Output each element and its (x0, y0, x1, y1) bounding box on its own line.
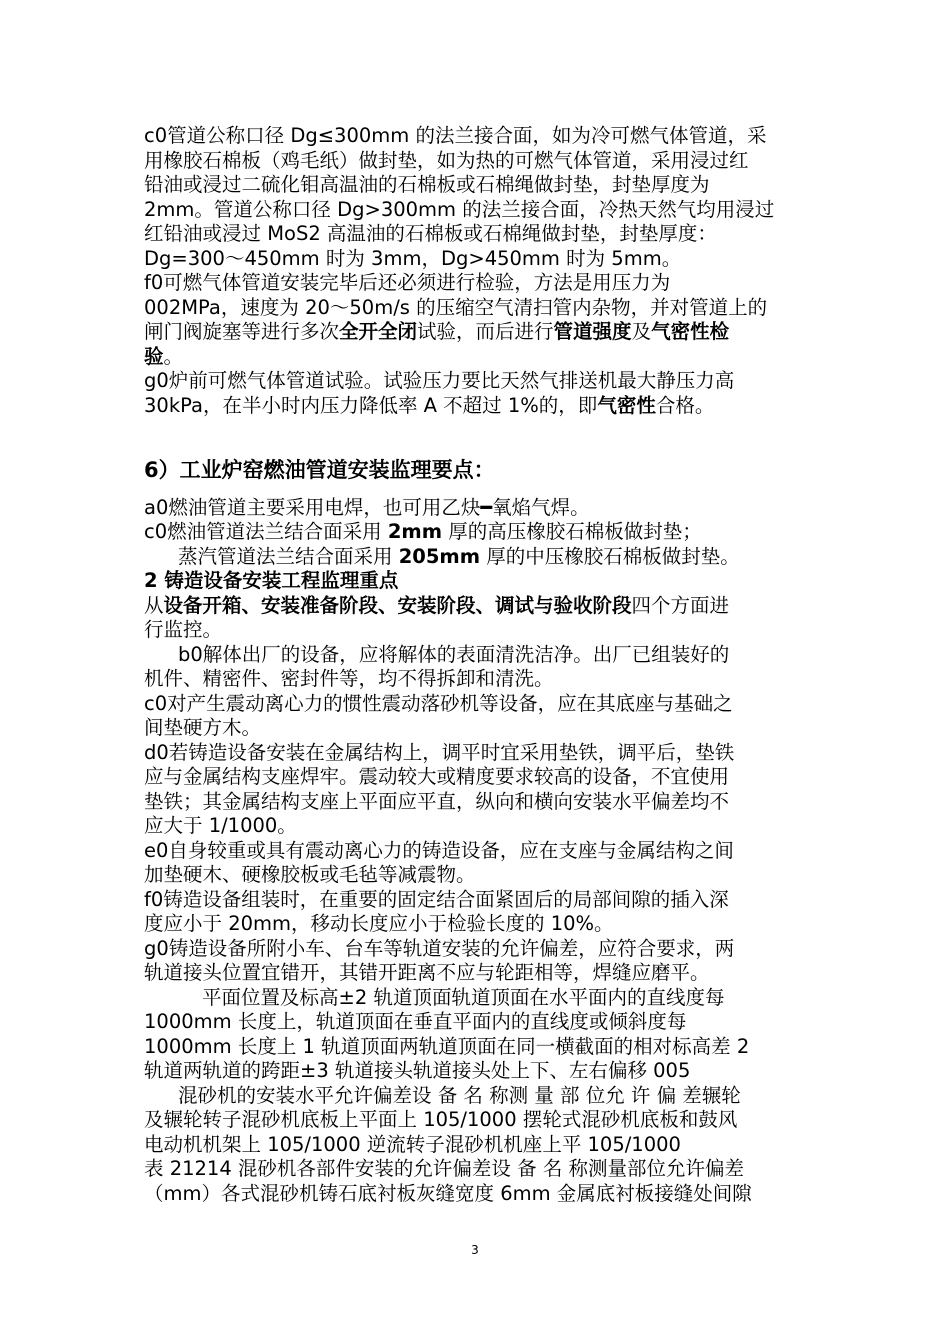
text-line: 度应小于 20mm，移动长度应小于检验长度的 10%。 (144, 912, 614, 935)
text-line: 002MPa，速度为 20～50m/s 的压缩空气清扫管内杂物，并对管道上的 (144, 295, 768, 319)
text-line (144, 594, 814, 619)
text-line: 用橡胶石棉板（鸡毛纸）做封垫，如为热的可燃气体管道，采用浸过红 (144, 148, 749, 172)
bold-term: 205mm (398, 544, 481, 568)
text-line: 轨道两轨道的跨距±3 轨道接头轨道接头处上下、左右偏移 005 (144, 1059, 691, 1082)
text-line: （mm）各式混砂机铸石底衬板灰缝宽度 6mm 金属底衬板接缝处间隙 (144, 1181, 752, 1205)
text-line: 2mm。管道公称口径 Dg>300mm 的法兰接合面，冷热天然气均用浸过 (144, 197, 775, 221)
page-number: 3 (471, 1243, 479, 1257)
bold-term: 气密性 (597, 393, 656, 417)
text-line: 铅油或浸过二硫化钼高温油的石棉板或石棉绳做封垫，封垫厚度为 (144, 173, 710, 196)
text-run: 厚的高压橡胶石棉板做封垫； (442, 520, 702, 543)
text-line: f0可燃气体管道安装完毕后还必须进行检验，方法是用压力为 (144, 271, 671, 294)
text-run: 合格。 (655, 393, 715, 417)
text-line: f0铸造设备组装时，在重要的固定结合面紧固后的局部间隙的插入深 (144, 887, 729, 911)
text-line: a0燃油管道主要采用电焊，也可用乙炔━氧焰气焊。 (144, 495, 590, 519)
text-line: Dg=300～450mm 时为 3mm，Dg>450mm 时为 5mm。 (144, 246, 682, 270)
text-line: 机件、精密件、密封件等，均不得拆卸和清洗。 (144, 667, 554, 690)
text-line: 行监控。 (144, 618, 223, 641)
text-run: 蒸汽管道法兰结合面采用 (178, 544, 399, 568)
bold-term: 管道强度 (553, 320, 632, 343)
text-line: g0铸造设备所附小车、台车等轨道安装的允许偏差，应符合要求，两 (144, 936, 735, 960)
text-line: 加垫硬木、硬橡胶板或毛毡等减震物。 (144, 863, 476, 886)
text-run: 及 (631, 320, 652, 343)
section-oil-pipe (144, 458, 814, 1206)
text-line: c0对产生震动离心力的惯性震动落砂机等设备，应在其底座与基础之 (144, 691, 733, 715)
bold-term: 设备开箱、安装准备阶段、安装阶段、调试与验收阶段 (163, 593, 632, 617)
text-run: 30kPa，在半小时内压力降低率 A 不超过 1%的，即 (144, 393, 598, 417)
text-line: 及辗轮转子混砂机底板上平面上 105/1000 摆轮式混砂机底板和鼓风 (144, 1108, 738, 1131)
section-gas-pipe (144, 124, 814, 418)
text-run: 试验，而后进行 (417, 320, 554, 343)
text-line: c0管道公称口径 Dg≤300mm 的法兰接合面，如为冷可燃气体管道，采 (144, 124, 767, 147)
text-run: 四个方面进 (631, 593, 730, 617)
text-line: e0自身较重或具有震动离心力的铸造设备，应在支座与金属结构之间 (144, 838, 734, 862)
text-line: d0若铸造设备安装在金属结构上，调平时宜采用垫铁，调平后，垫铁 (144, 740, 735, 764)
text-line (144, 320, 814, 345)
text-line: 混砂机的安装水平允许偏差设 备 名 称测 量 部 位允 许 偏 差辗轮 (178, 1083, 741, 1107)
text-line: 间垫硬方木。 (144, 716, 262, 739)
text-run: 。 (163, 344, 184, 368)
text-line: g0炉前可燃气体管道试验。试验压力要比天然气排送机最大静压力高 (144, 369, 735, 392)
text-line: 1000mm 长度上 1 轨道顶面两轨道顶面在同一横截面的相对标高差 2 (144, 1034, 750, 1058)
text-line (144, 345, 814, 370)
text-line (144, 545, 814, 570)
text-run: 闸门阀旋塞等进行多次 (144, 320, 340, 343)
text-line: 红铅油或浸过 MoS2 高温油的石棉板或石棉绳做封垫，封垫厚度： (144, 222, 717, 245)
text-line (144, 520, 814, 545)
text-line: 应大于 1/1000。 (144, 814, 297, 837)
bold-term: 气密性检 (651, 320, 730, 343)
section-heading: 6）工业炉窑燃油管道安装监理要点： (144, 458, 495, 482)
text-line: 应与金属结构支座焊牢。震动较大或精度要求较高的设备，不宜使用 (144, 765, 730, 788)
text-line: 轨道接头位置宜错开，其错开距离不应与轮距相等，焊缝应磨平。 (144, 961, 710, 984)
bold-term: 验 (144, 344, 164, 368)
text-line: 1000mm 长度上，轨道顶面在垂直平面内的直线度或倾斜度每 (144, 1010, 687, 1033)
text-line: 电动机机架上 105/1000 逆流转子混砂机机座上平 105/1000 (144, 1132, 681, 1156)
text-run: 从 (144, 593, 164, 617)
text-line: b0解体出厂的设备，应将解体的表面清洗洁净。出厂已组装好的 (178, 642, 730, 666)
text-line: 表 21214 混砂机各部件安装的允许偏差设 备 名 称测量部位允许偏差 (144, 1157, 745, 1180)
text-line (144, 394, 814, 419)
text-line: 垫铁；其金属结构支座上平面应平直，纵向和横向安装水平偏差均不 (144, 789, 730, 813)
text-line: 平面位置及标高±2 轨道顶面轨道顶面在水平面内的直线度每 (202, 985, 725, 1009)
text-run: c0燃油管道法兰结合面采用 (144, 520, 388, 543)
text-run: 厚的中压橡胶石棉板做封垫。 (480, 544, 740, 568)
bold-term: 2mm (387, 520, 443, 543)
subheading: 2 铸造设备安装工程监理重点 (144, 569, 399, 592)
bold-term: 全开全闭 (339, 320, 418, 343)
